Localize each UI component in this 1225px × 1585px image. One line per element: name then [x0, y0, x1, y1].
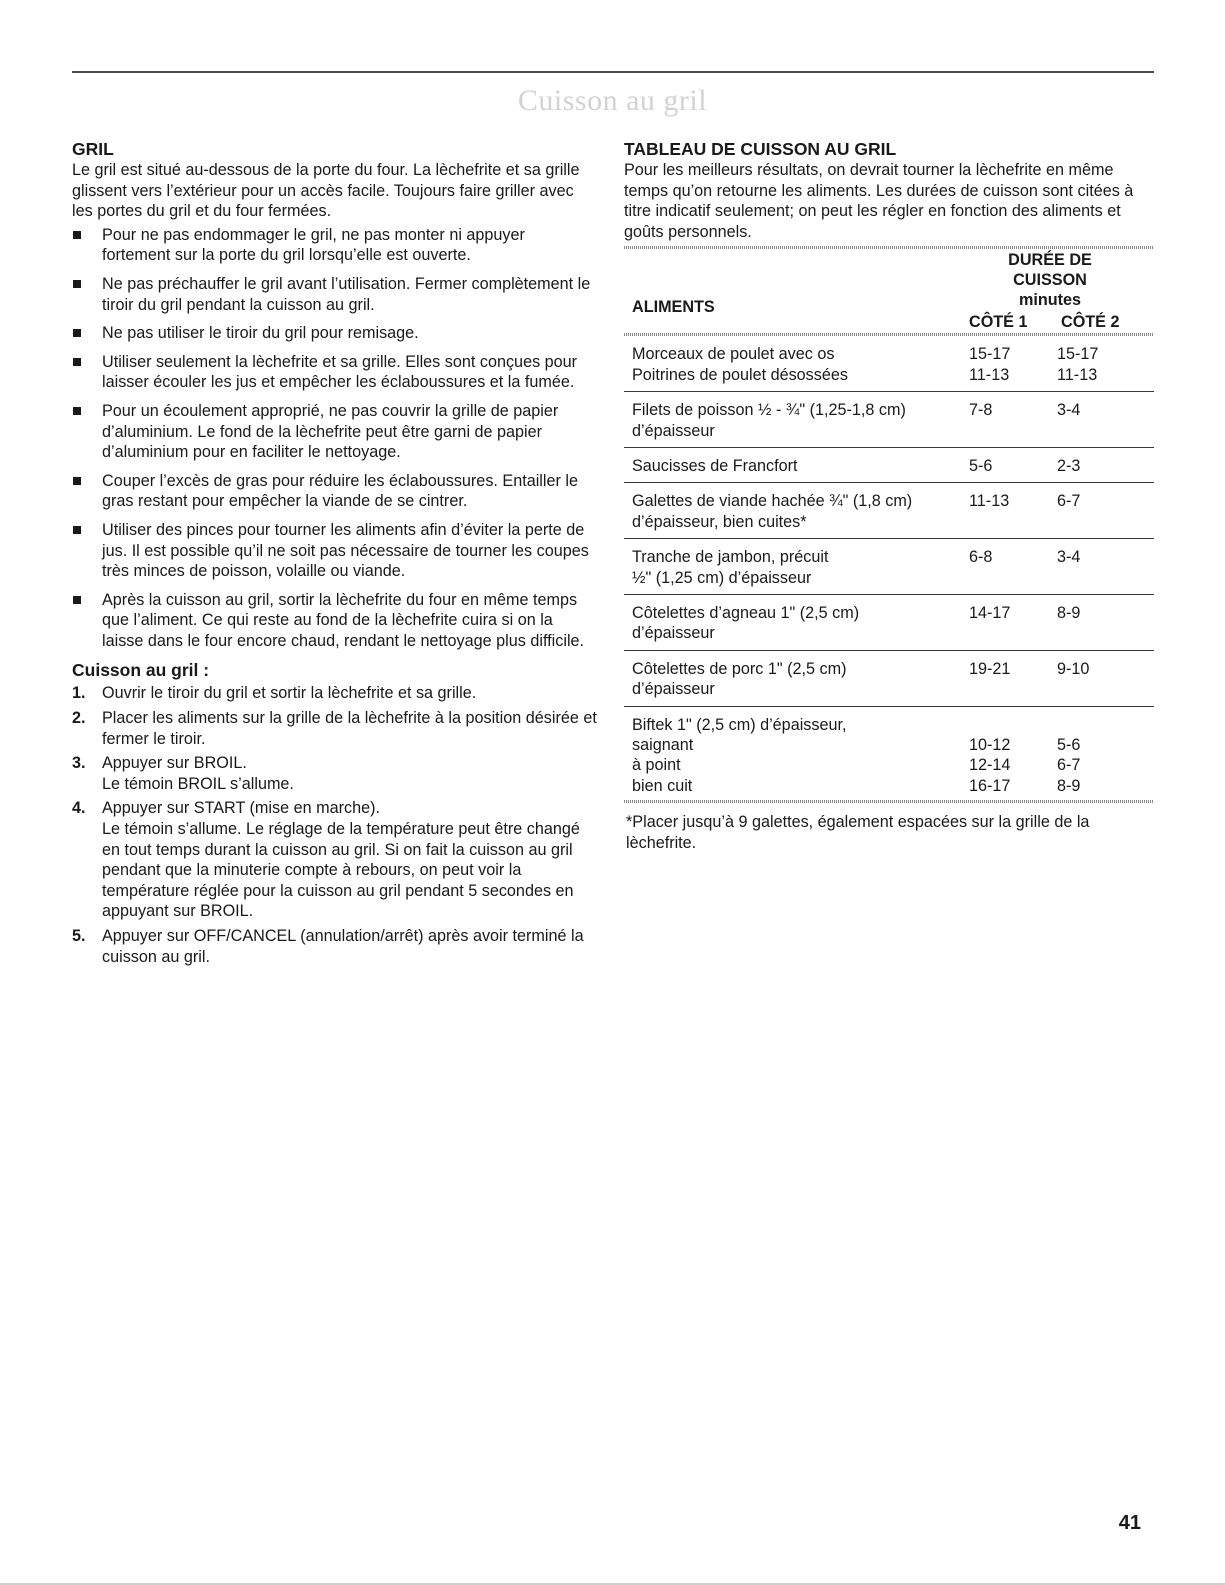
tip-text: Pour un écoulement approprié, ne pas couvrir la grille de papier d’aluminium. Le fond de la lèchefrite peut être garni de papier d’aluminium pour en faciliter le nettoyage. — [102, 401, 559, 462]
tip-text: Pour ne pas endommager le gril, ne pas monter ni appuyer fortement sur la porte du gril lorsqu’elle est ouverte. — [102, 225, 525, 265]
square-bullet-icon — [73, 358, 81, 366]
side-2-cell: 3-4 — [1057, 401, 1081, 420]
tip-text: Ne pas utiliser le tiroir du gril pour remisage. — [102, 324, 419, 343]
side-2-cell: 5-6 6-7 8-9 — [1057, 736, 1081, 795]
step-text: Appuyer sur START (mise en marche). Le témoin s’allume. Le réglage de la température peut être changé en tout temps durant la cuisson au gril. Si on fait la cuisson au gril pendant que la minuterie compte à rebours, on peut voir la température réglée pour la cuisson au gril pendant 5 secondes en appuyant sur BROIL. — [102, 799, 580, 921]
step-item — [72, 708, 597, 749]
tip-item — [72, 520, 597, 582]
table-row — [624, 595, 1154, 651]
page-title: Cuisson au gril — [517, 84, 708, 117]
broil-heading: GRIL — [72, 139, 114, 159]
square-bullet-icon — [73, 280, 81, 288]
table-row — [624, 392, 1154, 448]
food-cell: Côtelettes de porc 1" (2,5 cm) d’épaisseur — [632, 659, 847, 699]
tip-item — [72, 401, 597, 463]
tip-text: Ne pas préchauffer le gril avant l’utilisation. Fermer complètement le tiroir du gril pendant la cuisson au gril. — [102, 274, 591, 314]
top-rule — [72, 71, 1154, 73]
side-1-cell: 11-13 — [969, 492, 1010, 511]
square-bullet-icon — [73, 477, 81, 485]
table-row — [624, 539, 1154, 595]
food-cell: Saucisses de Francfort — [632, 457, 798, 475]
side-1-cell: 14-17 — [969, 604, 1011, 623]
side-2-cell: 3-4 — [1057, 548, 1081, 567]
step-text: Appuyer sur BROIL. Le témoin BROIL s’allume. — [102, 754, 294, 793]
step-number: 5. — [72, 927, 86, 945]
step-text: Ouvrir le tiroir du gril et sortir la lèchefrite et sa grille. — [102, 684, 477, 703]
right-column — [624, 138, 1154, 853]
tip-text: Utiliser seulement la lèchefrite et sa grille. Elles sont conçues pour laisser écouler les jus et empêcher les éclaboussures et la fumée. — [102, 352, 578, 392]
step-item — [72, 798, 597, 922]
table-row — [624, 651, 1154, 707]
side-2-cell: 2-3 — [1057, 457, 1081, 475]
food-cell: Biftek 1" (2,5 cm) d’épaisseur, saignant à point bien cuit — [632, 715, 847, 795]
square-bullet-icon — [73, 526, 81, 534]
square-bullet-icon — [73, 407, 81, 415]
side-2-cell: 8-9 — [1057, 604, 1081, 623]
chart-heading: TABLEAU DE CUISSON AU GRIL — [624, 139, 897, 159]
tip-item — [72, 590, 597, 652]
side-1-cell: 15-17 11-13 — [969, 345, 1011, 384]
food-cell: Tranche de jambon, précuit ½" (1,25 cm) d’épaisseur — [632, 548, 829, 587]
tip-item — [72, 274, 597, 315]
side-1-cell: 19-21 — [969, 659, 1011, 678]
side-1-cell: 7-8 — [969, 401, 993, 420]
step-item — [72, 926, 597, 967]
square-bullet-icon — [73, 329, 81, 337]
step-item — [72, 753, 597, 794]
step-number: 3. — [72, 754, 86, 773]
table-row — [624, 336, 1154, 392]
side-2-cell: 6-7 — [1057, 492, 1081, 511]
step-number: 2. — [72, 709, 86, 728]
broiling-chart — [624, 246, 1154, 803]
step-text: Placer les aliments sur la grille de la lèchefrite à la position désirée et fermer le tiroir. — [102, 709, 597, 748]
food-cell: Galettes de viande hachée ¾" (1,8 cm) d’épaisseur, bien cuites* — [632, 492, 913, 531]
square-bullet-icon — [73, 596, 81, 604]
left-column — [72, 138, 597, 971]
table-bottom-rule — [624, 800, 1154, 803]
tip-item — [72, 225, 597, 266]
step-number: 4. — [72, 799, 86, 818]
food-cell: Morceaux de poulet avec os Poitrines de poulet désossées — [632, 345, 848, 384]
page-number: 41 — [1118, 1512, 1141, 1534]
step-text: Appuyer sur OFF/CANCEL (annulation/arrêt) après avoir terminé la cuisson au gril. — [102, 927, 584, 966]
table-row — [624, 707, 1154, 801]
tip-text: Après la cuisson au gril, sortir la lèchefrite du four en même temps que l’aliment. Ce qui reste au fond de la lèchefrite cuira si on la laisse dans le four encore chaud, rendant le nettoyage plus difficile. — [102, 590, 585, 650]
header-duration: DURÉE DE CUISSON minutes — [1008, 251, 1092, 309]
broil-tips-list — [72, 225, 597, 652]
tip-item — [72, 471, 597, 512]
side-1-cell: 6-8 — [969, 548, 993, 567]
square-bullet-icon — [73, 231, 81, 239]
step-number: 1. — [72, 684, 86, 703]
table-footnote: *Placer jusqu’à 9 galettes, également espacées sur la grille de la lèchefrite. — [626, 813, 1090, 852]
table-body — [624, 336, 1154, 800]
broil-steps-list — [72, 683, 597, 967]
food-cell: Côtelettes d’agneau 1" (2,5 cm) d’épaisseur — [632, 604, 860, 643]
side-1-cell: 10-12 12-14 16-17 — [969, 736, 1011, 795]
tip-text: Utiliser des pinces pour tourner les aliments afin d’éviter la perte de jus. Il est possible qu’il ne soit pas nécessaire de tourner les coupes très minces de poisson, volaille ou viande. — [102, 520, 589, 581]
tip-item — [72, 323, 597, 344]
side-2-cell: 9-10 — [1057, 659, 1090, 678]
table-row — [624, 448, 1154, 483]
broil-intro: Le gril est situé au-dessous de la porte du four. La lèchefrite et sa grille glissent vers l’extérieur pour un accès facile. Toujours faire griller avec les portes du gril et du four fermées. — [72, 161, 580, 221]
header-side-1: CÔTÉ 1 — [969, 313, 1028, 332]
step-item — [72, 683, 597, 704]
header-side-2: CÔTÉ 2 — [1061, 313, 1120, 332]
table-header — [624, 249, 1154, 333]
header-food: ALIMENTS — [632, 298, 715, 317]
chart-intro: Pour les meilleurs résultats, on devrait tourner la lèchefrite en même temps qu’on retourne les aliments. Les durées de cuisson sont citées à titre indicatif seulement; on peut les régler en fonction des aliments et goûts personnels. — [624, 161, 1134, 241]
broil-steps-heading: Cuisson au gril : — [72, 660, 210, 681]
table-row — [624, 483, 1154, 539]
side-2-cell: 15-17 11-13 — [1057, 345, 1099, 384]
tip-item — [72, 352, 597, 393]
tip-text: Couper l’excès de gras pour réduire les éclaboussures. Entailler le gras restant pour empêcher la viande de se cintrer. — [102, 471, 578, 511]
side-1-cell: 5-6 — [969, 457, 993, 475]
food-cell: Filets de poisson ½ - ¾" (1,25-1,8 cm) d’épaisseur — [632, 401, 906, 440]
